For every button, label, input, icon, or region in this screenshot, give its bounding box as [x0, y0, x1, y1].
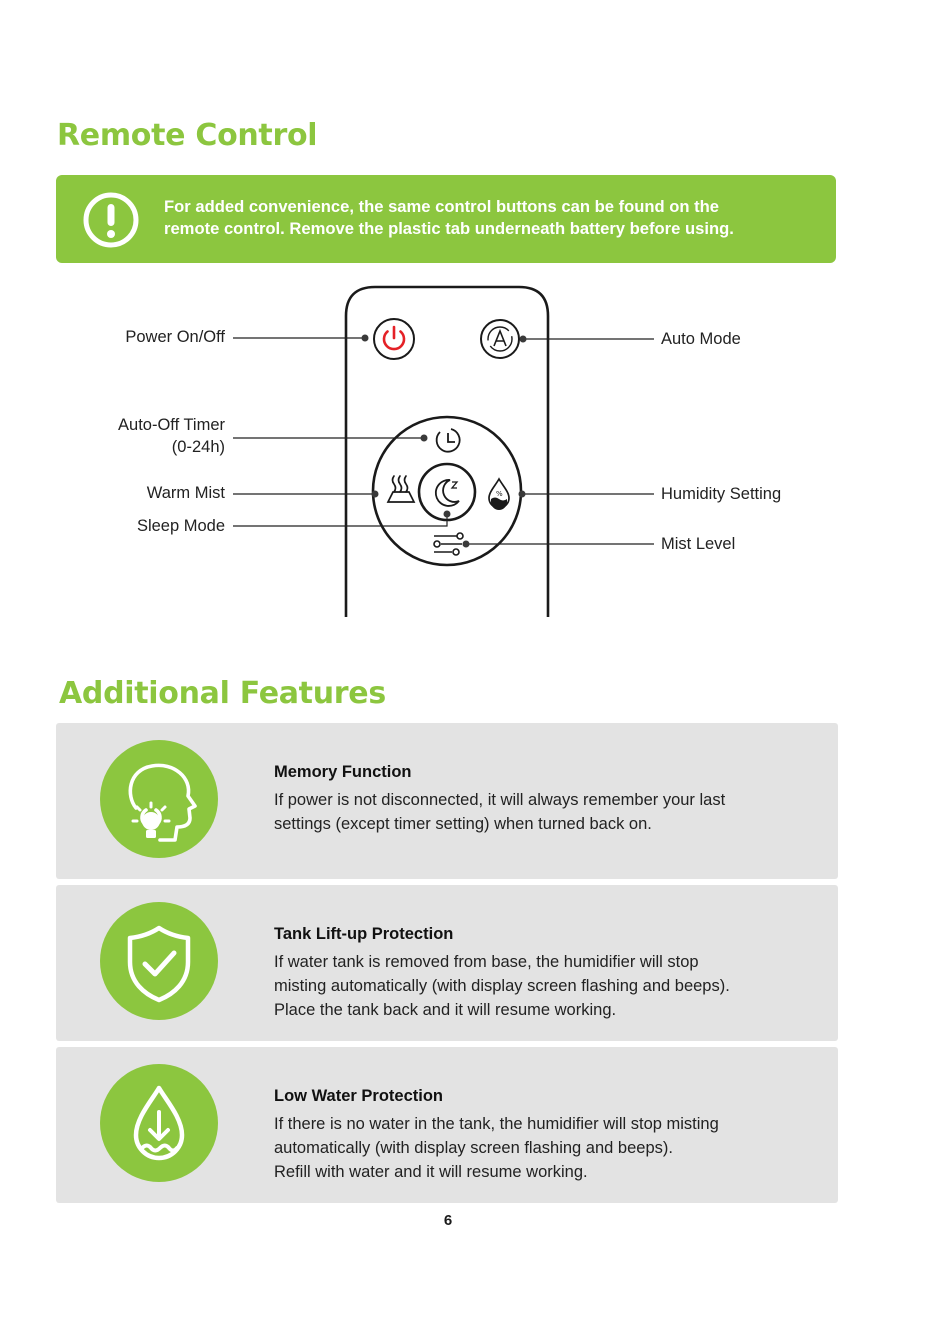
section-title-remote-control: Remote Control	[57, 118, 318, 153]
feature-line: Place the tank back and it will resume working.	[274, 1001, 617, 1019]
callout-timer-line2: (0-24h)	[171, 438, 225, 456]
callout-auto: Auto Mode	[661, 330, 741, 348]
feature-line: automatically (with display screen flashing and beeps).	[274, 1139, 673, 1157]
feature-title: Tank Lift-up Protection	[274, 925, 454, 943]
callout-humidity: Humidity Setting	[661, 485, 782, 503]
section-title-additional-features: Additional Features	[59, 676, 386, 711]
feature-line: Refill with water and it will resume working.	[274, 1163, 588, 1181]
notice-text	[164, 196, 824, 240]
feature-card	[56, 723, 838, 879]
callout-power: Power On/Off	[125, 328, 225, 346]
feature-description	[274, 788, 814, 836]
feature-card	[56, 1047, 838, 1203]
notice-line: For added convenience, the same control buttons can be found on the	[164, 197, 720, 216]
feature-description	[274, 950, 814, 1022]
callout-timer-line1: Auto-Off Timer	[118, 416, 225, 434]
callout-sleep: Sleep Mode	[136, 517, 225, 535]
feature-line: If there is no water in the tank, the humidifier will stop misting	[274, 1115, 719, 1133]
svg-text:%: %	[496, 490, 503, 498]
water-drop-icon	[100, 1064, 218, 1182]
power-icon	[374, 319, 414, 359]
feature-description	[274, 1112, 814, 1184]
feature-line: settings (except timer setting) when turned back on.	[274, 815, 652, 833]
feature-line: misting automatically (with display screen flashing and beeps).	[274, 977, 730, 995]
callout-mist: Mist Level	[661, 535, 736, 553]
feature-text	[274, 763, 814, 836]
exclamation-icon	[82, 191, 140, 249]
feature-title: Low Water Protection	[274, 1087, 443, 1105]
notice-line: remote control. Remove the plastic tab underneath battery before using.	[164, 219, 734, 238]
notice-banner	[56, 175, 836, 263]
feature-text	[274, 925, 814, 1022]
remote-diagram	[0, 280, 936, 625]
feature-card	[56, 885, 838, 1041]
shield-check-icon	[100, 902, 218, 1020]
head-lightbulb-icon	[100, 740, 218, 858]
feature-text	[274, 1087, 814, 1184]
feature-line: If water tank is removed from base, the humidifier will stop	[274, 953, 699, 971]
feature-title: Memory Function	[274, 763, 412, 781]
callout-warm-mist: Warm Mist	[146, 484, 225, 502]
callout-timer	[118, 414, 225, 458]
auto-mode-icon	[481, 320, 519, 358]
page-number: 6	[443, 1212, 453, 1229]
feature-line: If power is not disconnected, it will always remember your last	[274, 791, 726, 809]
